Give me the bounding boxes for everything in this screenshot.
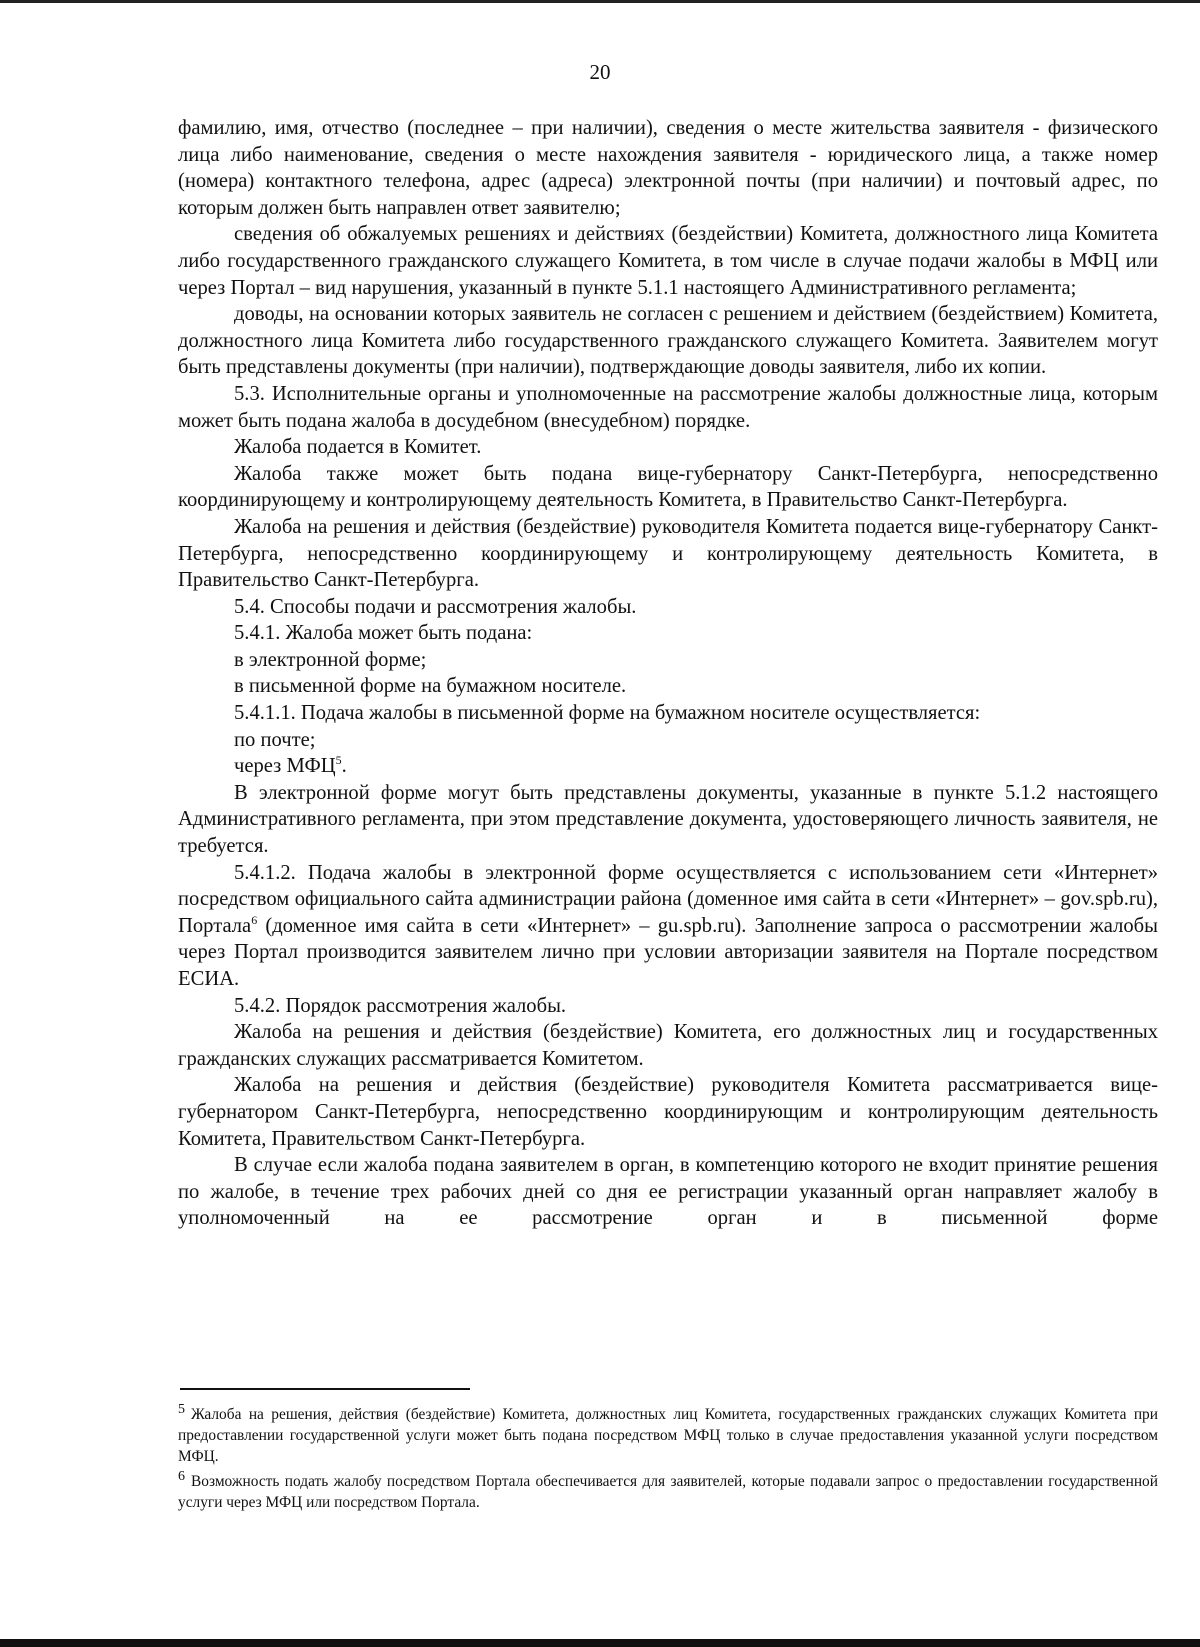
paragraph-17: 5.4.2. Порядок рассмотрения жалобы. [234,994,567,1017]
footnote-mark-5: 5 [178,1401,185,1417]
paragraph-14-text: через МФЦ [234,755,336,778]
scan-edge-bottom [0,1639,1200,1647]
paragraph-4: 5.3. Исполнительные органы и уполномоченные на рассмотрение жалобы должностные лица, которым может быть подана жалоба в досудебном (внесудебном) порядке. [178,382,1158,432]
footnote-ref-5[interactable]: 5 [335,753,342,768]
paragraph-16-after: (доменное имя сайта в сети «Интернет» – gu.spb.ru). Заполнение запроса о рассмотрении жалобы через Портал производится заявителем лично при условии авторизации заявителя на Портале посредством ЕСИА. [178,914,1158,990]
footnotes [178,1401,1158,1517]
paragraph-18: Жалоба на решения и действия (бездействие) Комитета, его должностных лиц и государственных гражданских служащих рассматривается Комитетом. [178,1021,1158,1070]
paragraph-9: 5.4.1. Жалоба может быть подана: [234,622,533,645]
paragraph-10: в электронной форме; [234,648,427,671]
footnote-divider [180,1388,470,1390]
footnote-6 [178,1468,1158,1513]
paragraph-1: фамилию, имя, отчество (последнее – при наличии), сведения о месте жительства заявителя - физического лица либо наименование, сведения о месте нахождения заявителя - юридического лица, а также номер (номера) контактного телефона, адрес (адреса) электронной почты (при наличии) и почтовый адрес, по которым должен быть направлен ответ заявителю; [178,117,1158,219]
paragraph-5: Жалоба подается в Комитет. [234,436,482,459]
paragraph-16 [178,860,1158,993]
footnote-mark-6: 6 [178,1468,185,1484]
footnote-5-text: Жалоба на решения, действия (бездействие) Комитета, должностных лиц Комитета, государственных гражданских служащих Комитета при предоставлении государственной услуги может быть подана посредством МФЦ только в случае предоставления указанной услуги посредством МФЦ. [178,1406,1158,1465]
paragraph-14-after: . [341,755,347,778]
paragraph-8: 5.4. Способы подачи и рассмотрения жалобы. [234,595,637,618]
footnote-ref-6[interactable]: 6 [251,912,258,927]
paragraph-3: доводы, на основании которых заявитель не согласен с решением и действием (бездействием) Комитета, должностного лица Комитета либо государственного гражданского служащего Комитета. Заявителем могут быть представлены документы (при наличии), подтверждающие доводы заявителя, либо их копии. [178,303,1158,379]
paragraph-6: Жалоба также может быть подана вице-губернатору Санкт-Петербурга, непосредственно координирующему и контролирующему деятельность Комитета, в Правительство Санкт-Петербурга. [178,462,1158,512]
footnote-5 [178,1401,1158,1467]
scan-edge-top [0,0,1200,3]
body-text [178,115,1158,1232]
paragraph-19: Жалоба на решения и действия (бездействие) руководителя Комитета рассматривается вице-губернатором Санкт-Петербурга, непосредственно координирующим и контролирующим деятельность Комитета, Правительством Санкт-Петербурга. [178,1074,1158,1150]
paragraph-12: 5.4.1.1. Подача жалобы в письменной форме на бумажном носителе осуществляется: [234,702,981,725]
paragraph-2: сведения об обжалуемых решениях и действиях (бездействии) Комитета, должностного лица Комитета либо государственного гражданского служащего Комитета, в том числе в случае подачи жалобы в МФЦ или через Портал – вид нарушения, указанный в пункте 5.1.1 настоящего Административного регламента; [178,223,1158,299]
paragraph-14 [178,753,1158,780]
paragraph-20: В случае если жалоба подана заявителем в орган, в компетенцию которого не входит принятие решения по жалобе, в течение трех рабочих дней со дня ее регистрации указанный орган направляет жалобу в уполномоченный на ее рассмотрение орган и в письменной форме [178,1154,1158,1230]
paragraph-15: В электронной форме могут быть представлены документы, указанные в пункте 5.1.2 настоящего Административного регламента, при этом представление документа, удостоверяющего личность заявителя, не требуется. [178,781,1158,858]
footnote-6-text: Возможность подать жалобу посредством Портала обеспечивается для заявителей, которые подавали запрос о предоставлении государственной услуги через МФЦ или посредством Портала. [178,1473,1158,1511]
paragraph-13: по почте; [234,728,316,751]
page-number: 20 [589,60,611,84]
paragraph-7: Жалоба на решения и действия (бездействие) руководителя Комитета подается вице-губернатору Санкт-Петербурга, непосредственно координирующему и контролирующему деятельность Комитета, в Правительство Санкт-Петербурга. [178,515,1158,592]
paragraph-11: в письменной форме на бумажном носителе. [234,675,627,698]
paragraph-16-text: 5.4.1.2. Подача жалобы в электронной форме осуществляется с использованием сети «Интернет» посредством официального сайта администрации района (доменное имя сайта в сети «Интернет» – gov.spb.ru), Портала [178,861,1158,937]
